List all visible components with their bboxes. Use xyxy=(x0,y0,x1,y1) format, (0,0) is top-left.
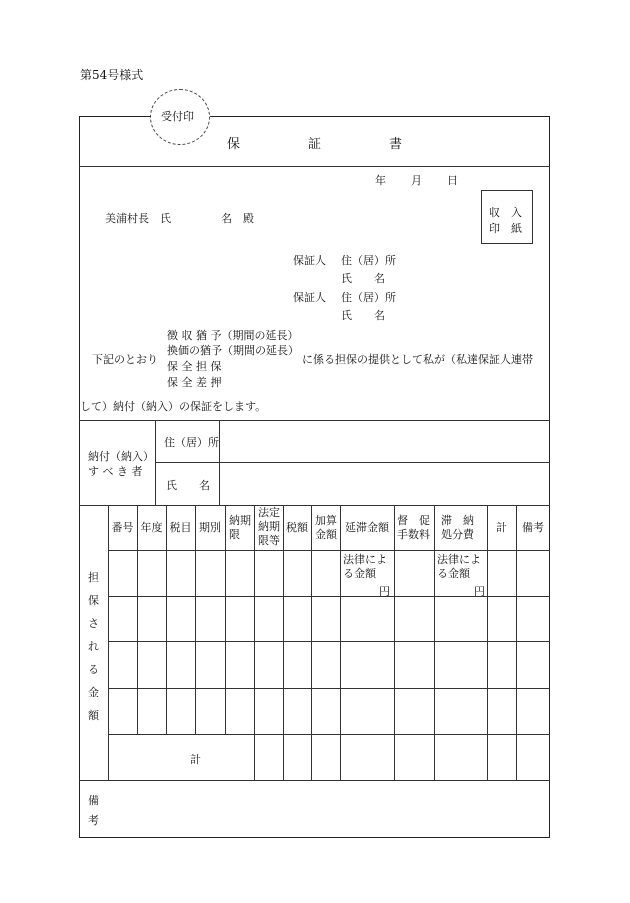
remarks-label-1: 備 xyxy=(88,794,99,807)
rule xyxy=(108,641,550,642)
header-due: 納期 限 xyxy=(229,514,251,541)
amounts-side-label-5: る xyxy=(88,663,99,676)
penalty-legal-note: 法律によ る金額 xyxy=(437,553,481,580)
rule xyxy=(516,505,517,780)
remarks-label-2: 考 xyxy=(88,814,99,827)
form-number: 第54号様式 xyxy=(80,68,144,82)
rule xyxy=(108,550,550,551)
title-char-2: 証 xyxy=(308,137,322,152)
total-row-label: 計 xyxy=(190,753,201,766)
guarantor-2-name-label: 氏 名 xyxy=(341,309,385,322)
amounts-side-label-4: れ xyxy=(88,640,99,653)
guarantor-2-role: 保証人 xyxy=(293,291,326,304)
header-add: 加算 金額 xyxy=(315,514,337,541)
rule xyxy=(195,505,196,734)
addressee-den: 殿 xyxy=(243,212,254,225)
statement-lead: 下記のとおり xyxy=(92,353,158,366)
statement-option-1: 徴 収 猶 予（期間の延長） xyxy=(167,329,299,342)
amounts-side-label-7: 額 xyxy=(88,709,99,722)
rule xyxy=(487,505,488,780)
title-char-3: 書 xyxy=(389,137,403,152)
payer-address-label: 住（居）所 xyxy=(164,436,219,449)
header-fee: 督 促 手数料 xyxy=(397,514,430,541)
addressee-mei: 名 xyxy=(221,212,232,225)
payer-label-line-1: 納付（納入） xyxy=(88,450,154,463)
header-tax: 税額 xyxy=(286,521,308,534)
guarantor-1-address-label: 住（居）所 xyxy=(341,254,396,267)
guarantor-2-address-label: 住（居）所 xyxy=(341,291,396,304)
amounts-side-label-2: 保 xyxy=(88,594,99,607)
amounts-side-label-1: 担 xyxy=(88,571,99,584)
reception-seal-label: 受付印 xyxy=(161,110,194,123)
rule xyxy=(434,505,435,780)
header-remarks: 備考 xyxy=(522,521,544,534)
penalty-yen: 円 xyxy=(474,585,485,598)
header-legal-due: 法定 納期 限等 xyxy=(258,506,280,547)
revenue-stamp-label-1: 収 入 xyxy=(489,206,522,219)
payer-label-line-2: す べ き 者 xyxy=(88,465,143,478)
date-day-label: 日 xyxy=(447,174,458,187)
header-period: 期別 xyxy=(199,521,221,534)
rule xyxy=(394,505,395,780)
rule xyxy=(155,462,550,463)
header-total: 計 xyxy=(496,521,507,534)
date-year-label: 年 xyxy=(375,174,386,187)
statement-option-3: 保 全 担 保 xyxy=(167,360,222,373)
rule xyxy=(108,734,550,735)
addressee-name: 美浦村長 氏 xyxy=(105,212,171,225)
payer-name-label: 氏 名 xyxy=(166,479,210,492)
rule xyxy=(225,505,226,734)
title-char-1: 保 xyxy=(227,137,241,152)
statement-line-2: して）納付（納入）の保証をします。 xyxy=(80,400,267,413)
header-no: 番号 xyxy=(111,521,134,534)
rule xyxy=(108,688,550,689)
header-penalty: 滞 納 処分費 xyxy=(441,514,474,541)
guarantor-1-name-label: 氏 名 xyxy=(341,272,385,285)
rule xyxy=(166,505,167,734)
rule xyxy=(340,505,341,780)
rule xyxy=(219,420,220,505)
rule xyxy=(283,505,284,780)
header-year: 年度 xyxy=(140,521,163,534)
header-delay: 延滞金額 xyxy=(345,521,389,534)
rule xyxy=(79,420,550,421)
delay-yen: 円 xyxy=(379,585,390,598)
rule xyxy=(108,505,109,780)
rule xyxy=(79,166,550,167)
rule xyxy=(79,780,550,781)
revenue-stamp-label-2: 印 紙 xyxy=(489,222,522,235)
header-item: 税目 xyxy=(169,521,192,534)
rule xyxy=(137,505,138,734)
delay-legal-note: 法律によ る金額 xyxy=(343,553,387,580)
statement-option-4: 保 全 差 押 xyxy=(167,376,222,389)
statement-option-2: 換価の猶予（期間の延長） xyxy=(167,344,299,357)
rule xyxy=(155,420,156,505)
rule xyxy=(311,505,312,780)
amounts-side-label-3: さ xyxy=(88,617,99,630)
rule xyxy=(254,505,255,780)
rule xyxy=(79,505,550,506)
statement-trail: に係る担保の提供として私が（私達保証人連帯 xyxy=(302,353,533,366)
date-month-label: 月 xyxy=(411,174,422,187)
amounts-side-label-6: 金 xyxy=(88,686,99,699)
guarantor-1-role: 保証人 xyxy=(293,254,326,267)
